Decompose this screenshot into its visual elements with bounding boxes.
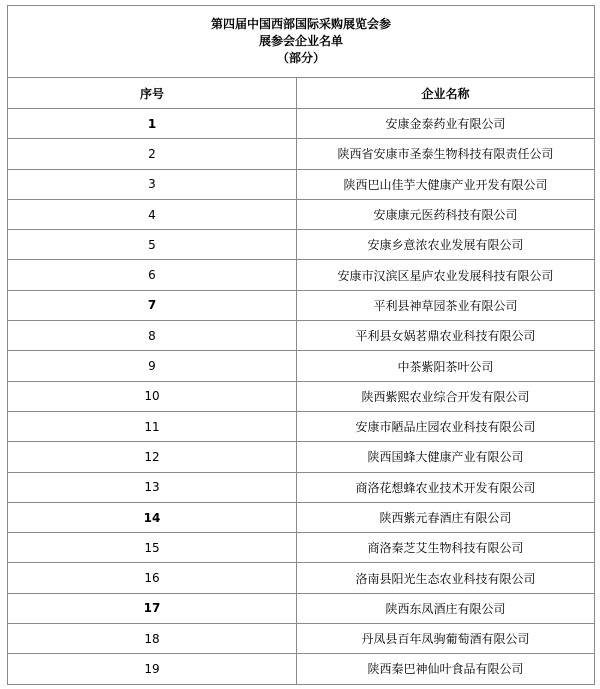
- row-index: 12: [8, 442, 297, 472]
- row-company-name: 丹凤县百年凤驹葡萄酒有限公司: [297, 624, 595, 654]
- table-row: [8, 139, 595, 169]
- row-index: 5: [8, 230, 297, 260]
- row-company-name: 洛南县阳光生态农业科技有限公司: [297, 563, 595, 593]
- table-row: [8, 502, 595, 532]
- row-index: 18: [8, 624, 297, 654]
- row-index: 1: [8, 109, 297, 139]
- row-index: 3: [8, 169, 297, 199]
- table-body: [8, 109, 595, 685]
- row-index: 16: [8, 563, 297, 593]
- row-company-name: 陕西秦巴神仙叶食品有限公司: [297, 654, 595, 684]
- row-index: 9: [8, 351, 297, 381]
- table-row: [8, 351, 595, 381]
- table-row: [8, 472, 595, 502]
- row-index: 19: [8, 654, 297, 684]
- table-row: [8, 411, 595, 441]
- row-index: 14: [8, 502, 297, 532]
- row-company-name: 平利县女娲茗鼎农业科技有限公司: [297, 321, 595, 351]
- table-row: [8, 442, 595, 472]
- row-company-name: 安康金泰药业有限公司: [297, 109, 595, 139]
- title-line-3: （部分）: [277, 51, 326, 65]
- row-company-name: 平利县神草园茶业有限公司: [297, 290, 595, 320]
- row-company-name: 陕西省安康市圣泰生物科技有限责任公司: [297, 139, 595, 169]
- table-row: [8, 563, 595, 593]
- header-row: [8, 78, 595, 109]
- row-company-name: 陕西国蜂大健康产业有限公司: [297, 442, 595, 472]
- row-index: 15: [8, 533, 297, 563]
- row-index: 7: [8, 290, 297, 320]
- table-row: [8, 624, 595, 654]
- row-index: 13: [8, 472, 297, 502]
- table-row: [8, 169, 595, 199]
- row-company-name: 陕西东凤酒庄有限公司: [297, 593, 595, 623]
- table-row: [8, 199, 595, 229]
- row-company-name: 安康市陋品庄园农业科技有限公司: [297, 411, 595, 441]
- row-index: 8: [8, 321, 297, 351]
- table-title: [8, 6, 595, 78]
- table-row: [8, 260, 595, 290]
- row-company-name: 中茶紫阳茶叶公司: [297, 351, 595, 381]
- exhibitor-table: [7, 5, 595, 685]
- table-row: [8, 654, 595, 684]
- row-company-name: 安康康元医药科技有限公司: [297, 199, 595, 229]
- row-company-name: 陕西紫元春酒庄有限公司: [297, 502, 595, 532]
- table-row: [8, 593, 595, 623]
- row-index: 10: [8, 381, 297, 411]
- table-row: [8, 230, 595, 260]
- title-line-2: 展参会企业名单: [259, 34, 344, 48]
- row-company-name: 商洛花想蜂农业技术开发有限公司: [297, 472, 595, 502]
- row-company-name: 安康乡意浓农业发展有限公司: [297, 230, 595, 260]
- row-company-name: 陕西巴山佳芋大健康产业开发有限公司: [297, 169, 595, 199]
- row-index: 11: [8, 411, 297, 441]
- row-index: 2: [8, 139, 297, 169]
- table-row: [8, 321, 595, 351]
- row-index: 6: [8, 260, 297, 290]
- table-row: [8, 381, 595, 411]
- table-row: [8, 109, 595, 139]
- row-index: 17: [8, 593, 297, 623]
- row-company-name: 陕西紫熙农业综合开发有限公司: [297, 381, 595, 411]
- table-row: [8, 533, 595, 563]
- header-index: 序号: [8, 78, 297, 109]
- row-company-name: 安康市汉滨区星庐农业发展科技有限公司: [297, 260, 595, 290]
- header-company-name: 企业名称: [297, 78, 595, 109]
- table-row: [8, 290, 595, 320]
- title-line-1: 第四届中国西部国际采购展览会参: [211, 17, 392, 31]
- row-company-name: 商洛秦芝艾生物科技有限公司: [297, 533, 595, 563]
- row-index: 4: [8, 199, 297, 229]
